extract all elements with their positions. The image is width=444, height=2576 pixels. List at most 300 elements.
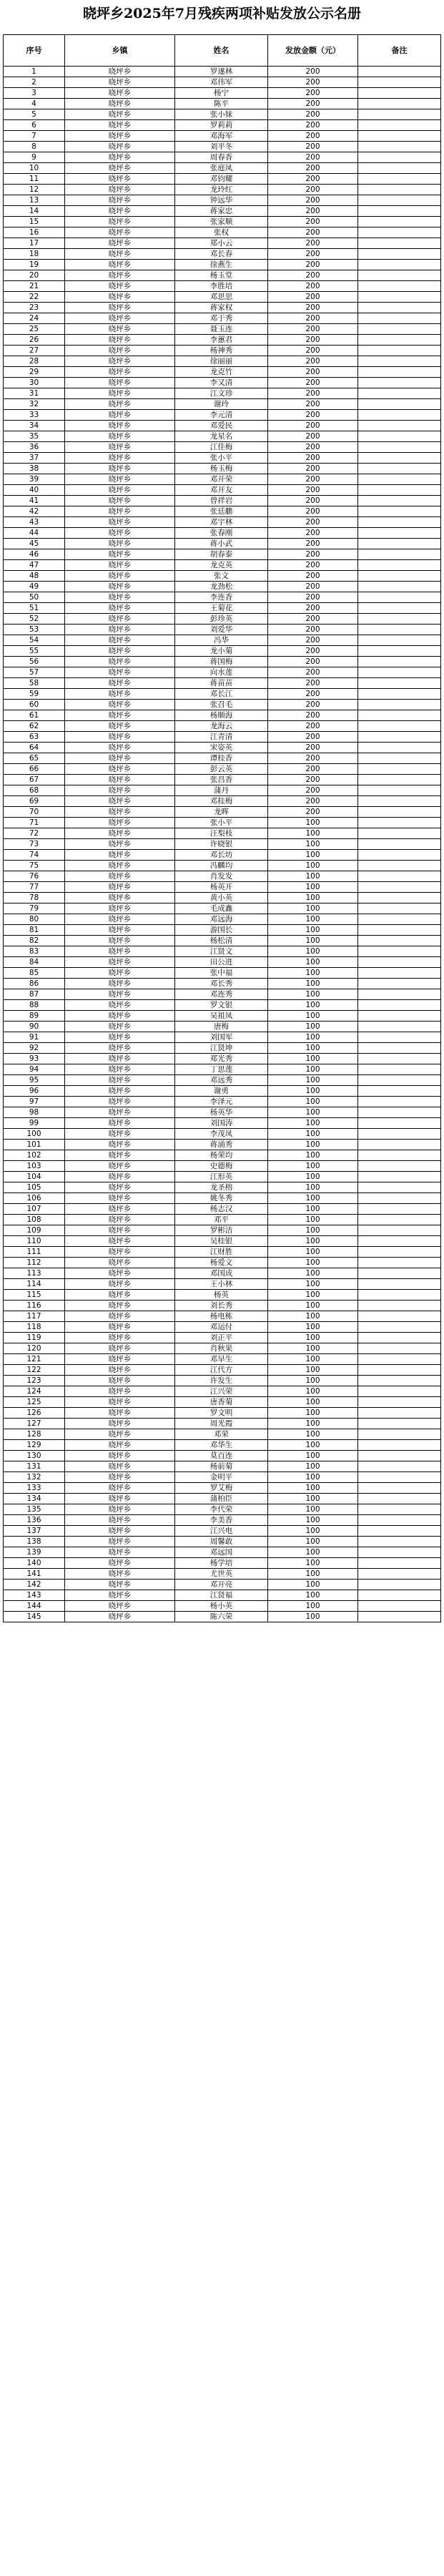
cell-index: 39 — [4, 474, 65, 485]
cell-remarks — [358, 1419, 441, 1429]
cell-amount: 100 — [268, 1558, 358, 1569]
cell-index: 73 — [4, 839, 65, 850]
cell-name: 江青清 — [175, 732, 268, 743]
cell-name: 杨志汉 — [175, 1204, 268, 1215]
cell-index: 32 — [4, 399, 65, 410]
cell-index: 21 — [4, 281, 65, 292]
table-row — [4, 796, 441, 807]
cell-name: 邓桂梅 — [175, 796, 268, 807]
cell-remarks — [358, 238, 441, 249]
cell-name: 杨前菊 — [175, 1461, 268, 1472]
cell-name: 吴桂银 — [175, 1236, 268, 1247]
cell-name: 张文 — [175, 571, 268, 582]
cell-name: 邓于秀 — [175, 313, 268, 324]
cell-name: 刘国涛 — [175, 1118, 268, 1129]
table-row — [4, 227, 441, 238]
cell-township: 晓坪乡 — [65, 1461, 175, 1472]
cell-amount: 200 — [268, 195, 358, 206]
cell-index: 115 — [4, 1290, 65, 1301]
table-row — [4, 582, 441, 592]
cell-index: 9 — [4, 152, 65, 163]
cell-amount: 100 — [268, 1054, 358, 1064]
cell-amount: 100 — [268, 1161, 358, 1172]
cell-amount: 100 — [268, 1290, 358, 1301]
cell-remarks — [358, 1580, 441, 1590]
cell-index: 102 — [4, 1150, 65, 1161]
table-row — [4, 142, 441, 152]
cell-township: 晓坪乡 — [65, 1440, 175, 1451]
cell-amount: 100 — [268, 861, 358, 871]
table-row — [4, 592, 441, 603]
cell-amount: 200 — [268, 571, 358, 582]
cell-index: 79 — [4, 903, 65, 914]
cell-name: 邓国成 — [175, 1268, 268, 1279]
cell-index: 3 — [4, 88, 65, 99]
cell-township: 晓坪乡 — [65, 260, 175, 270]
cell-index: 87 — [4, 989, 65, 1000]
table-row — [4, 1258, 441, 1268]
cell-remarks — [358, 260, 441, 270]
cell-name: 邓运付 — [175, 1322, 268, 1333]
cell-township: 晓坪乡 — [65, 539, 175, 549]
cell-amount: 200 — [268, 335, 358, 346]
cell-township: 晓坪乡 — [65, 1258, 175, 1268]
cell-township: 晓坪乡 — [65, 657, 175, 667]
cell-amount: 100 — [268, 818, 358, 828]
cell-name: 邓钧耀 — [175, 174, 268, 185]
cell-amount: 200 — [268, 313, 358, 324]
cell-amount: 200 — [268, 732, 358, 743]
cell-index: 107 — [4, 1204, 65, 1215]
cell-remarks — [358, 689, 441, 700]
cell-township: 晓坪乡 — [65, 313, 175, 324]
cell-amount: 100 — [268, 1397, 358, 1408]
cell-name: 田公进 — [175, 957, 268, 968]
table-row — [4, 1343, 441, 1354]
cell-name: 邓宇林 — [175, 517, 268, 528]
cell-index: 80 — [4, 914, 65, 925]
cell-remarks — [358, 270, 441, 281]
table-row — [4, 1419, 441, 1429]
cell-index: 91 — [4, 1032, 65, 1043]
cell-name: 刘国军 — [175, 1032, 268, 1043]
cell-index: 51 — [4, 603, 65, 614]
subsidy-roster-table — [3, 34, 441, 1622]
cell-remarks — [358, 281, 441, 292]
table-row — [4, 968, 441, 979]
table-row — [4, 1182, 441, 1193]
cell-township: 晓坪乡 — [65, 1054, 175, 1064]
cell-amount: 100 — [268, 1000, 358, 1011]
cell-index: 47 — [4, 560, 65, 571]
cell-index: 103 — [4, 1161, 65, 1172]
cell-remarks — [358, 399, 441, 410]
cell-township: 晓坪乡 — [65, 1107, 175, 1118]
cell-township: 晓坪乡 — [65, 1343, 175, 1354]
cell-name: 李连香 — [175, 592, 268, 603]
table-row — [4, 67, 441, 77]
cell-name: 张小平 — [175, 453, 268, 464]
cell-amount: 100 — [268, 1515, 358, 1526]
cell-name: 蒋小武 — [175, 539, 268, 549]
cell-township: 晓坪乡 — [65, 1129, 175, 1140]
cell-township: 晓坪乡 — [65, 1429, 175, 1440]
cell-amount: 200 — [268, 796, 358, 807]
cell-index: 4 — [4, 99, 65, 109]
table-row — [4, 603, 441, 614]
cell-name: 邓开友 — [175, 485, 268, 496]
cell-index: 64 — [4, 743, 65, 753]
cell-remarks — [358, 346, 441, 356]
table-row — [4, 174, 441, 185]
cell-index: 68 — [4, 785, 65, 796]
cell-index: 143 — [4, 1590, 65, 1601]
cell-amount: 200 — [268, 646, 358, 657]
cell-index: 124 — [4, 1386, 65, 1397]
cell-remarks — [358, 710, 441, 721]
cell-remarks — [358, 635, 441, 646]
cell-remarks — [358, 1097, 441, 1107]
cell-name: 张中福 — [175, 968, 268, 979]
cell-name: 李蕙君 — [175, 335, 268, 346]
cell-amount: 200 — [268, 109, 358, 120]
cell-amount: 200 — [268, 67, 358, 77]
cell-remarks — [358, 378, 441, 388]
cell-amount: 100 — [268, 1140, 358, 1150]
cell-amount: 100 — [268, 989, 358, 1000]
cell-remarks — [358, 549, 441, 560]
cell-name: 毛成鑫 — [175, 903, 268, 914]
cell-name: 杨玉梅 — [175, 464, 268, 474]
cell-remarks — [358, 1569, 441, 1580]
cell-township: 晓坪乡 — [65, 356, 175, 367]
table-row — [4, 195, 441, 206]
cell-name: 龙小菊 — [175, 646, 268, 657]
cell-index: 131 — [4, 1461, 65, 1472]
table-row — [4, 217, 441, 227]
cell-index: 126 — [4, 1408, 65, 1419]
table-row — [4, 99, 441, 109]
cell-name: 江贤福 — [175, 1590, 268, 1601]
table-row — [4, 1483, 441, 1494]
cell-index: 31 — [4, 388, 65, 399]
table-row — [4, 120, 441, 131]
table-row — [4, 1215, 441, 1225]
cell-name: 罗艾梅 — [175, 1483, 268, 1494]
cell-index: 66 — [4, 764, 65, 775]
cell-remarks — [358, 356, 441, 367]
cell-remarks — [358, 163, 441, 174]
cell-name: 陈平 — [175, 99, 268, 109]
header-amount: 发放金额（元） — [268, 35, 358, 67]
table-row — [4, 1408, 441, 1419]
cell-township: 晓坪乡 — [65, 979, 175, 989]
cell-township: 晓坪乡 — [65, 1097, 175, 1107]
table-row — [4, 1601, 441, 1612]
cell-name: 蒋家权 — [175, 303, 268, 313]
cell-remarks — [358, 936, 441, 946]
cell-remarks — [358, 174, 441, 185]
cell-name: 龙玲红 — [175, 185, 268, 195]
cell-remarks — [358, 1107, 441, 1118]
cell-amount: 200 — [268, 603, 358, 614]
cell-remarks — [358, 142, 441, 152]
cell-name: 许发生 — [175, 1376, 268, 1386]
cell-amount: 200 — [268, 464, 358, 474]
cell-amount: 100 — [268, 1268, 358, 1279]
cell-remarks — [358, 1451, 441, 1461]
page-title: 晓坪乡2025年7月残疾两项补贴发放公示名册 — [82, 6, 362, 21]
cell-name: 邓长坊 — [175, 850, 268, 861]
cell-township: 晓坪乡 — [65, 1182, 175, 1193]
cell-township: 晓坪乡 — [65, 324, 175, 335]
cell-township: 晓坪乡 — [65, 925, 175, 936]
cell-amount: 200 — [268, 238, 358, 249]
cell-amount: 200 — [268, 324, 358, 335]
cell-amount: 200 — [268, 120, 358, 131]
cell-index: 142 — [4, 1580, 65, 1590]
cell-amount: 200 — [268, 378, 358, 388]
cell-township: 晓坪乡 — [65, 968, 175, 979]
cell-amount: 100 — [268, 1472, 358, 1483]
cell-index: 110 — [4, 1236, 65, 1247]
cell-index: 67 — [4, 775, 65, 785]
cell-name: 许晓银 — [175, 839, 268, 850]
cell-township: 晓坪乡 — [65, 903, 175, 914]
table-row — [4, 506, 441, 517]
cell-amount: 100 — [268, 925, 358, 936]
table-row — [4, 281, 441, 292]
cell-township: 晓坪乡 — [65, 1236, 175, 1247]
cell-township: 晓坪乡 — [65, 1043, 175, 1054]
cell-amount: 200 — [268, 399, 358, 410]
table-row — [4, 989, 441, 1000]
cell-township: 晓坪乡 — [65, 646, 175, 657]
cell-township: 晓坪乡 — [65, 152, 175, 163]
cell-amount: 100 — [268, 1236, 358, 1247]
table-row — [4, 1515, 441, 1526]
cell-amount: 100 — [268, 1451, 358, 1461]
cell-remarks — [358, 1601, 441, 1612]
cell-amount: 200 — [268, 270, 358, 281]
cell-remarks — [358, 195, 441, 206]
cell-township: 晓坪乡 — [65, 1000, 175, 1011]
cell-index: 141 — [4, 1569, 65, 1580]
cell-index: 11 — [4, 174, 65, 185]
cell-name: 邓爱民 — [175, 421, 268, 431]
cell-index: 23 — [4, 303, 65, 313]
cell-amount: 200 — [268, 163, 358, 174]
cell-name: 李胜培 — [175, 281, 268, 292]
cell-index: 29 — [4, 367, 65, 378]
cell-remarks — [358, 453, 441, 464]
cell-amount: 200 — [268, 217, 358, 227]
cell-index: 56 — [4, 657, 65, 667]
cell-name: 蒲丹 — [175, 785, 268, 796]
cell-remarks — [358, 1397, 441, 1408]
cell-township: 晓坪乡 — [65, 67, 175, 77]
cell-name: 陈六荣 — [175, 1612, 268, 1622]
table-row — [4, 270, 441, 281]
cell-index: 132 — [4, 1472, 65, 1483]
cell-index: 18 — [4, 249, 65, 260]
cell-amount: 100 — [268, 1526, 358, 1537]
cell-township: 晓坪乡 — [65, 1311, 175, 1322]
cell-index: 69 — [4, 796, 65, 807]
cell-township: 晓坪乡 — [65, 1494, 175, 1504]
cell-township: 晓坪乡 — [65, 292, 175, 303]
cell-index: 59 — [4, 689, 65, 700]
cell-name: 邓长秀 — [175, 979, 268, 989]
cell-amount: 100 — [268, 1107, 358, 1118]
table-row — [4, 185, 441, 195]
table-row — [4, 1365, 441, 1376]
cell-index: 57 — [4, 667, 65, 678]
cell-remarks — [358, 1279, 441, 1290]
cell-index: 100 — [4, 1129, 65, 1140]
cell-township: 晓坪乡 — [65, 1451, 175, 1461]
cell-index: 19 — [4, 260, 65, 270]
cell-remarks — [358, 496, 441, 506]
cell-name: 蒋家忠 — [175, 206, 268, 217]
cell-name: 向水莲 — [175, 667, 268, 678]
table-row — [4, 1290, 441, 1301]
cell-township: 晓坪乡 — [65, 625, 175, 635]
cell-name: 邓开荣 — [175, 474, 268, 485]
cell-amount: 100 — [268, 1580, 358, 1590]
cell-remarks — [358, 989, 441, 1000]
table-row — [4, 1354, 441, 1365]
cell-name: 张家顺 — [175, 217, 268, 227]
cell-name: 杨英开 — [175, 882, 268, 893]
cell-amount: 100 — [268, 968, 358, 979]
cell-remarks — [358, 1440, 441, 1451]
cell-index: 130 — [4, 1451, 65, 1461]
cell-name: 刘爱华 — [175, 625, 268, 635]
cell-remarks — [358, 1215, 441, 1225]
cell-township: 晓坪乡 — [65, 807, 175, 818]
cell-remarks — [358, 957, 441, 968]
cell-remarks — [358, 603, 441, 614]
cell-index: 60 — [4, 700, 65, 710]
cell-name: 杨爱文 — [175, 1258, 268, 1268]
cell-amount: 200 — [268, 657, 358, 667]
cell-township: 晓坪乡 — [65, 1140, 175, 1150]
cell-remarks — [358, 1172, 441, 1182]
cell-name: 张庭凤 — [175, 163, 268, 174]
cell-remarks — [358, 1537, 441, 1547]
table-row — [4, 732, 441, 743]
cell-township: 晓坪乡 — [65, 1279, 175, 1290]
table-row — [4, 635, 441, 646]
cell-amount: 100 — [268, 1258, 358, 1268]
cell-name: 黄小英 — [175, 893, 268, 903]
cell-amount: 200 — [268, 421, 358, 431]
table-row — [4, 206, 441, 217]
cell-remarks — [358, 1011, 441, 1022]
cell-remarks — [358, 903, 441, 914]
cell-amount: 200 — [268, 592, 358, 603]
cell-township: 晓坪乡 — [65, 700, 175, 710]
cell-index: 108 — [4, 1215, 65, 1225]
table-row — [4, 260, 441, 270]
cell-index: 76 — [4, 871, 65, 882]
cell-amount: 200 — [268, 410, 358, 421]
cell-remarks — [358, 1483, 441, 1494]
cell-township: 晓坪乡 — [65, 785, 175, 796]
table-row — [4, 753, 441, 764]
cell-remarks — [358, 1161, 441, 1172]
cell-township: 晓坪乡 — [65, 185, 175, 195]
table-row — [4, 1161, 441, 1172]
cell-township: 晓坪乡 — [65, 195, 175, 206]
cell-remarks — [358, 1343, 441, 1354]
table-row — [4, 549, 441, 560]
cell-amount: 200 — [268, 635, 358, 646]
cell-amount: 100 — [268, 828, 358, 839]
cell-index: 12 — [4, 185, 65, 195]
cell-index: 55 — [4, 646, 65, 657]
cell-township: 晓坪乡 — [65, 1580, 175, 1590]
cell-remarks — [358, 1043, 441, 1054]
cell-index: 134 — [4, 1494, 65, 1504]
cell-amount: 100 — [268, 1215, 358, 1225]
cell-name: 彭云英 — [175, 764, 268, 775]
cell-index: 123 — [4, 1376, 65, 1386]
cell-township: 晓坪乡 — [65, 946, 175, 957]
cell-township: 晓坪乡 — [65, 571, 175, 582]
cell-township: 晓坪乡 — [65, 592, 175, 603]
cell-township: 晓坪乡 — [65, 1322, 175, 1333]
cell-index: 33 — [4, 410, 65, 421]
cell-name: 刘平冬 — [175, 142, 268, 152]
cell-remarks — [358, 185, 441, 195]
table-row — [4, 152, 441, 163]
cell-name: 杨玉堂 — [175, 270, 268, 281]
cell-amount: 200 — [268, 506, 358, 517]
cell-name: 杨神秀 — [175, 346, 268, 356]
cell-remarks — [358, 517, 441, 528]
cell-township: 晓坪乡 — [65, 1118, 175, 1129]
cell-township: 晓坪乡 — [65, 914, 175, 925]
cell-index: 30 — [4, 378, 65, 388]
cell-index: 85 — [4, 968, 65, 979]
cell-township: 晓坪乡 — [65, 249, 175, 260]
cell-amount: 200 — [268, 764, 358, 775]
cell-index: 135 — [4, 1504, 65, 1515]
cell-remarks — [358, 979, 441, 989]
cell-name: 杨荣均 — [175, 1150, 268, 1161]
cell-index: 63 — [4, 732, 65, 743]
table-row — [4, 1236, 441, 1247]
table-body — [4, 67, 441, 1622]
cell-index: 5 — [4, 109, 65, 120]
table-row — [4, 1118, 441, 1129]
table-row — [4, 1376, 441, 1386]
cell-index: 53 — [4, 625, 65, 635]
cell-remarks — [358, 1365, 441, 1376]
cell-township: 晓坪乡 — [65, 1386, 175, 1397]
cell-township: 晓坪乡 — [65, 303, 175, 313]
table-row — [4, 861, 441, 871]
cell-amount: 200 — [268, 303, 358, 313]
cell-index: 52 — [4, 614, 65, 625]
cell-township: 晓坪乡 — [65, 839, 175, 850]
cell-remarks — [358, 1612, 441, 1622]
cell-remarks — [358, 1526, 441, 1537]
cell-name: 龙海云 — [175, 721, 268, 732]
cell-name: 曾祥岩 — [175, 496, 268, 506]
